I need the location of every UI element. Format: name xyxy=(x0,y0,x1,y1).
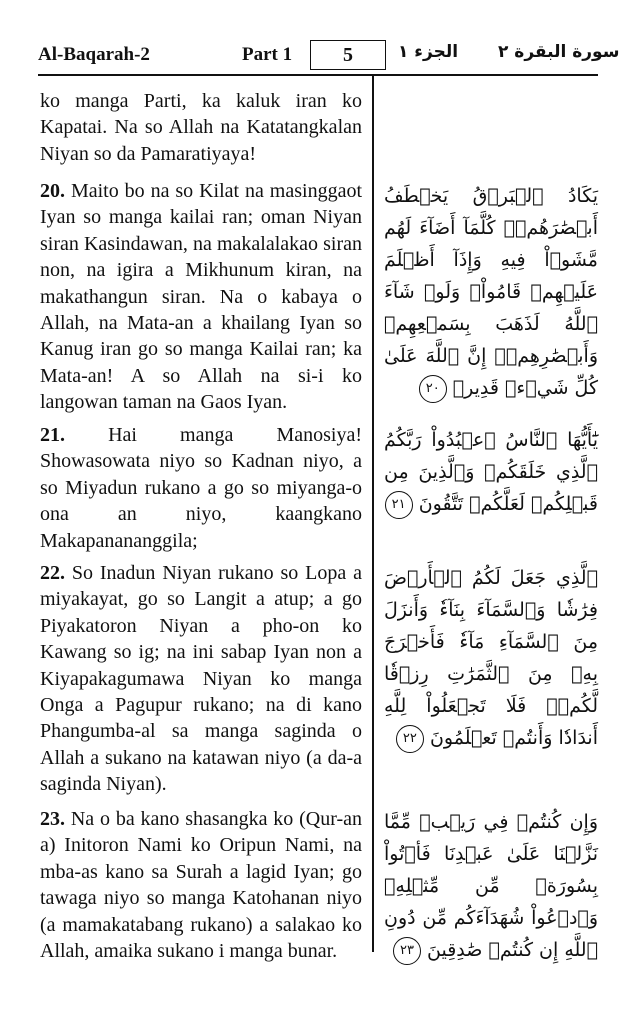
verse-translation-23 xyxy=(40,806,362,964)
arabic-text: وَإِن كُنتُمۡ فِي رَيۡبٖ مِّمَّا نَزَّلۡنَا عَلَىٰ عَبۡدِنَا فَأۡتُواْ بِسُورَةٖ مِّن مِّثۡلِهِۦ وَٱدۡعُواْ شُهَدَآءَكُم مِّن دُونِ ٱللَّهِ إِن كُنتُمۡ صَٰدِقِينَ xyxy=(384,811,598,961)
intro-paragraph: ko manga Parti, ka kaluk iran ko Kapatai. Na so Allah na Katatangkalan Niyan so da Pamaratiyaya! xyxy=(40,90,362,165)
ayah-marker: ٢١ xyxy=(385,491,413,519)
ayah-marker: ٢٢ xyxy=(396,725,424,753)
arabic-text: ٱلَّذِي جَعَلَ لَكُمُ ٱلۡأَرۡضَ فِرَٰشٗا وَٱلسَّمَآءَ بِنَآءٗ وَأَنزَلَ مِنَ ٱلسَّمَآءِ مَآءٗ فَأَخۡرَجَ بِهِۦ مِنَ ٱلثَّمَرَٰتِ رِزۡقٗا لَّكُمۡۖ فَلَا تَجۡعَلُواْ لِلَّهِ أَندَادٗا وَأَنتُمۡ تَعۡلَمُونَ xyxy=(384,567,598,749)
page-number: 5 xyxy=(310,40,386,70)
verse-arabic-22 xyxy=(384,562,598,754)
surah-transliteration: Al-Baqarah-2 xyxy=(38,44,150,65)
part-label: Part 1 xyxy=(242,44,293,65)
header-rule xyxy=(38,74,598,76)
verse-number: 23. xyxy=(40,808,65,830)
verse-translation-20 xyxy=(40,178,362,416)
verse-text: Hai manga Manosiya! Showasowata niyo so Kadnan niyo, a so Miyadun rukano a go so miyanga-o ona an niyo, kaangkano Makapanananggila; xyxy=(40,424,362,552)
verse-number: 21. xyxy=(40,424,65,446)
verse-number: 20. xyxy=(40,180,65,202)
juz-arabic: الجزء ١ xyxy=(398,42,459,62)
verse-translation-21 xyxy=(40,422,362,554)
column-divider xyxy=(372,76,374,952)
ayah-marker: ٢٣ xyxy=(393,937,421,965)
verse-arabic-21 xyxy=(384,424,598,520)
verse-translation-22 xyxy=(40,560,362,798)
arabic-text: يَكَادُ ٱلۡبَرۡقُ يَخۡطَفُ أَبۡصَٰرَهُمۡۖ كُلَّمَآ أَضَآءَ لَهُم مَّشَوۡاْ فِيهِ وَإِذَآ أَظۡلَمَ عَلَيۡهِمۡ قَامُواْۚ وَلَوۡ شَآءَ ٱللَّهُ لَذَهَبَ بِسَمۡعِهِمۡ وَأَبۡصَٰرِهِمۡۚ إِنَّ ٱللَّهَ عَلَىٰ كُلِّ شَيۡءٖ قَدِيرٞ xyxy=(384,185,598,399)
verse-text: So Inadun Niyan rukano so Lopa a miyakayat, go so Langit a atup; a go Piyakatoron Niyan a pho-on ko Kawang so ig; na ini sabap Iyan non a Kiyapakagumawa Niyan ko manga Onga a Pagupur rukano; na di kano Phangumba-al sa manga saginda o Allah a sukano na katawan niyo (a da-a saginda Niyan). xyxy=(40,562,363,796)
arabic-text: يَٰٓأَيُّهَا ٱلنَّاسُ ٱعۡبُدُواْ رَبَّكُمُ ٱلَّذِي خَلَقَكُمۡ وَٱلَّذِينَ مِن قَبۡلِكُمۡ لَعَلَّكُمۡ تَتَّقُونَ xyxy=(384,429,598,515)
surah-arabic: سورة البقرة ٢ xyxy=(498,42,620,62)
verse-text: Maito bo na so Kilat na masinggaot Iyan so manga kailai ran; oman Niyan siran Kasindawan, na makalalakao siran non, na igira a Mikhunum kiran, na makathangun siran. Na o kabaya o Allah, na Mata-an a khailang Iyan so Kanug iran go so manga Kailai ran; ka Mata-an! A so Allah na si-i ko langowan taman na Gaos Iyan. xyxy=(40,180,363,414)
verse-arabic-23 xyxy=(384,806,598,966)
page-header xyxy=(0,0,638,80)
verse-text: Na o ba kano shasangka ko (Qur-an a) Initoron Nami ko Oripun Nami, na mba-as kano sa Surah a lagid Iyan; go tawaga niyo so manga Katohanan niyo (a mamakatabang rukano) a salakao ko Allah, amaika sukano i manga bunar. xyxy=(40,808,363,963)
ayah-marker: ٢٠ xyxy=(419,375,447,403)
verse-number: 22. xyxy=(40,562,65,584)
verse-arabic-20 xyxy=(384,180,598,404)
